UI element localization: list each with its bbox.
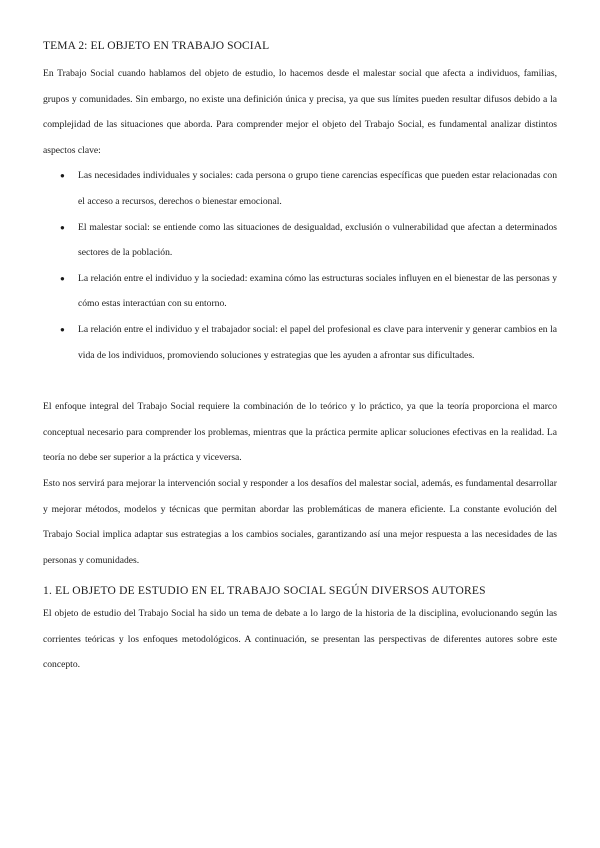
bullet-icon: ● bbox=[60, 222, 65, 232]
list-item-text: Las necesidades individuales y sociales: cada persona o grupo tiene carencias específicas que pueden estar relacionadas con el acceso a recursos, derechos o bienestar emocional. bbox=[78, 170, 557, 207]
document-page bbox=[43, 40, 557, 678]
list-item bbox=[43, 266, 557, 317]
bullet-icon: ● bbox=[60, 273, 65, 283]
spacer bbox=[43, 368, 557, 394]
list-item-text: El malestar social: se entiende como las situaciones de desigualdad, exclusión o vulnerabilidad que afectan a determinados sectores de la población. bbox=[78, 221, 557, 259]
page-title: TEMA 2: EL OBJETO EN TRABAJO SOCIAL bbox=[43, 40, 270, 52]
key-aspects-list bbox=[43, 163, 557, 368]
section-paragraph: El objeto de estudio del Trabajo Social ha sido un tema de debate a lo largo de la historia de la disciplina, evolucionando según las corrientes teóricas y los enfoques metodológicos. A continuación, se presentan las perspectivas de diferentes autores sobre este concepto. bbox=[43, 608, 557, 671]
intro-paragraph: En Trabajo Social cuando hablamos del objeto de estudio, lo hacemos desde el malestar social que afecta a individuos, familias, grupos y comunidades. Sin embargo, no existe una definición única y precisa, ya que sus límites pueden resultar difusos debido a la complejidad de las situaciones que aborda. Para comprender mejor el objeto del Trabajo Social, es fundamental analizar distintos aspectos clave: bbox=[43, 68, 557, 156]
list-item bbox=[43, 317, 557, 368]
bullet-icon: ● bbox=[60, 324, 65, 334]
section-title: 1. EL OBJETO DE ESTUDIO EN EL TRABAJO SOCIAL SEGÚN DIVERSOS AUTORES bbox=[43, 585, 486, 598]
list-item bbox=[43, 215, 557, 266]
list-item-text: La relación entre el individuo y la sociedad: examina cómo las estructuras sociales influyen en el bienestar de las personas y cómo estas interactúan con su entorno. bbox=[78, 272, 557, 310]
list-item bbox=[43, 163, 557, 214]
bullet-icon: ● bbox=[60, 171, 65, 181]
list-item-text: La relación entre el individuo y el trabajador social: el papel del profesional es clave para intervenir y generar cambios en la vida de los individuos, promoviendo soluciones y estrategias que les ayuden a afrontar sus dificultades. bbox=[78, 323, 557, 361]
integral-approach-paragraph: El enfoque integral del Trabajo Social requiere la combinación de lo teórico y lo práctico, ya que la teoría proporciona el marco conceptual necesario para comprender los problemas, mientras que la práctica permite aplicar soluciones efectivas en la realidad. La teoría no debe ser superior a la práctica y viceversa. bbox=[43, 401, 557, 464]
intervention-paragraph: Esto nos servirá para mejorar la intervención social y responder a los desafíos del malestar social, además, es fundamental desarrollar y mejorar métodos, modelos y técnicas que permitan abordar las problemáticas de manera eficiente. La constante evolución del Trabajo Social implica adaptar sus estrategias a los cambios sociales, garantizando así una mejor respuesta a las necesidades de las personas y comunidades. bbox=[43, 477, 557, 566]
